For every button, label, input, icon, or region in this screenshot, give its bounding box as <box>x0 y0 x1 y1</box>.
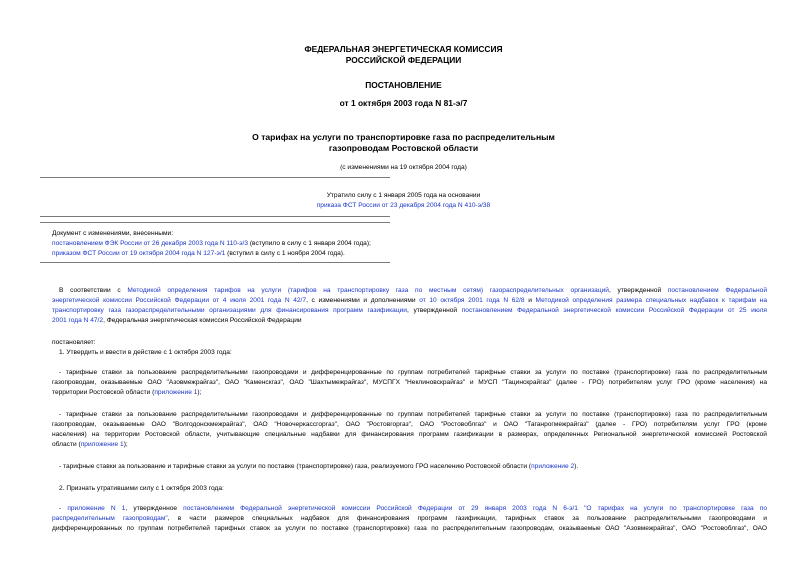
methodology-link[interactable]: Методикой определения тарифов на услуги (тарифов на транспортировку газа по местным сетям) газораспределительных организаций <box>127 287 609 294</box>
preamble-line3: транспортировку газа газораспределительными организациями для финансирования программ газификации, утвержденной постановлением Федеральной энергетической комиссии Российской Федерации от 25 июля <box>52 307 767 314</box>
preamble-line1: В соответствии с Методикой определения тарифов на услуги (тарифов на транспортировку газа по местным сетям) газораспределительных организаций, утвержденной постановлением Федеральной <box>59 287 767 294</box>
fec-resolution-6-link[interactable]: распределительным газопроводам" <box>52 515 168 522</box>
bullet-2-line2: газопроводам, оказываемые ОАО "Волгодонскмежрайгаз", ОАО "Новочеркассгоргаз", ОАО "Ростовгоргаз", ОАО "Ростовоблгаз" и ОАО "Таганрогмежрайгаз" (далее - ГРО) потребителям услуг ГРО (кроме <box>52 421 767 428</box>
fec-resolution-link[interactable]: постановлением Федеральной <box>667 287 767 294</box>
status-line2 <box>0 201 807 210</box>
doc-type: ПОСТАНОВЛЕНИЕ <box>365 80 442 90</box>
postanovlyaet: постановляет: <box>52 339 96 346</box>
item-2: 2. Признать утратившими силу с 1 октября 2003 года: <box>59 485 224 492</box>
doc-title-line2: газопроводам Ростовской области <box>328 143 479 153</box>
preamble-line2: энергетической комиссии Российской Федерации от 4 июля 2001 года N 42/7, с изменениями и дополнениями от 10 октября 2001 года N 62/8 и Методикой определения размера специальных надбавок к тарифам на <box>52 297 767 304</box>
fec-resolution-6-link[interactable]: постановлением Федеральной энергетической комиссии Российской Федерации от 29 января 2003 года N 6-э/1 "О тарифах на услуги по транспортировке газа по <box>183 505 767 512</box>
bullet-3: - тарифные ставки за пользование и тарифные ставки за услуги по поставке (транспортировке) газа, реализуемого ГРО населению Ростовской области (приложение 2). <box>59 463 579 470</box>
changes-item-1: постановлением ФЭК России от 26 декабря 2003 года N 110-э/3 (вступило в силу с 1 января 2004 года); <box>52 240 371 247</box>
appendix-2-link[interactable]: приложение 2 <box>531 463 575 470</box>
divider <box>40 216 390 217</box>
org-name-line1: ФЕДЕРАЛЬНАЯ ЭНЕРГЕТИЧЕСКАЯ КОМИССИЯ <box>304 44 503 54</box>
appendix-n1-link[interactable]: приложение N 1 <box>67 505 126 512</box>
surcharge-methodology-link[interactable]: транспортировку газа газораспределительными организациями для финансирования программ газификации <box>52 307 407 314</box>
divider <box>40 177 390 178</box>
bullet-1-line3: территории Ростовской области (приложение 1); <box>52 389 202 396</box>
changes-intro: Документ с изменениями, внесенными: <box>52 230 174 237</box>
fec-resolution-link[interactable]: постановлением Федеральной энергетической комиссии Российской Федерации от 25 июля <box>461 307 767 314</box>
changes-item-2: приказом ФСТ России от 19 октября 2004 года N 127-э/1 (вступил в силу с 1 ноября 2004 года). <box>52 250 345 257</box>
appendix-1-link[interactable]: приложение 1 <box>80 441 124 448</box>
amendment-2001-link[interactable]: от 10 октября 2001 года N 62/8 <box>419 297 525 304</box>
bullet-2-line1: - тарифные ставки за пользование распределительными газопроводами и дифференцированные по группам потребителей тарифные ставки за услуги по поставке (транспортировке) газа по распределительным <box>59 411 767 418</box>
org-name-line2: РОССИЙСКОЙ ФЕДЕРАЦИИ <box>345 55 462 65</box>
surcharge-methodology-link[interactable]: Методикой определения размера специальных надбавок к тарифам на <box>535 297 767 304</box>
bullet-1-line2: газопроводам, оказываемые ОАО "Азовмежрайгаз", ОАО "Каменскгаз", ОАО "Шахтымежрайгаз", МУСПГХ "Неклиновскрайгаз" и МУСП "Тацинскрайгаз" (далее - ГРО) потребителям услуг ГРО (кроме населения) на <box>52 379 767 386</box>
cancel-line1: - приложение N 1, утвержденное постановлением Федеральной энергетической комиссии Российской Федерации от 29 января 2003 года N 6-э/1 "О тарифах на услуги по транспортировке газа по <box>59 505 767 512</box>
amendment-link-2[interactable]: приказом ФСТ России от 19 октября 2004 года N 127-э/1 <box>52 250 226 257</box>
repeal-order-link[interactable]: приказа ФСТ России от 23 декабря 2004 года N 410-э/38 <box>316 202 491 209</box>
status-line1: Утратило силу с 1 января 2005 года на основании <box>326 192 481 199</box>
amendment-note: (с изменениями на 19 октября 2004 года) <box>340 164 467 171</box>
fec-resolution-link[interactable]: энергетической комиссии Российской Федерации от 4 июля 2001 года N 42/7 <box>52 297 307 304</box>
item-1: 1. Утвердить и ввести в действие с 1 октября 2003 года: <box>59 349 232 356</box>
preamble-line4: 2001 года N 47/2, Федеральная энергетическая комиссия Российской Федерации <box>52 317 302 324</box>
cancel-line3: дифференцированных по группам потребителей тарифных ставок за услуги по поставке (транспортировке) газа по распределительным газопроводам, оказываемые ОАО "Азовмежрайгаз", ОАО "Ростовоблгаз", ОАО <box>52 525 767 532</box>
doc-title-line1: О тарифах на услуги по транспортировке газа по распределительным <box>252 132 555 142</box>
fec-resolution-link[interactable]: 2001 года N 47/2 <box>52 317 104 324</box>
cancel-line2: распределительным газопроводам", в части размеров специальных надбавок для финансирования программ газификации, тарифных ставок за пользование распределительными газопроводами и <box>52 515 767 522</box>
divider <box>40 222 390 223</box>
divider <box>40 262 390 263</box>
bullet-2-line4: области (приложение 1); <box>52 441 128 448</box>
amendment-link-1[interactable]: постановлением ФЭК России от 26 декабря 2003 года N 110-э/3 <box>52 240 248 247</box>
bullet-1-line1: - тарифные ставки за пользование распределительными газопроводами и дифференцированные по группам потребителей тарифные ставки за услуги по поставке (транспортировке) газа по распределительным <box>59 369 767 376</box>
appendix-1-link[interactable]: приложение 1 <box>154 389 198 396</box>
doc-date-number: от 1 октября 2003 года N 81-э/7 <box>339 98 468 108</box>
bullet-2-line3: населения) на территории Ростовской области, учитывающие специальные надбавки для финансирования программ газификации в размерах, определенных Региональной энергетической комиссией Ростовской <box>52 431 767 438</box>
